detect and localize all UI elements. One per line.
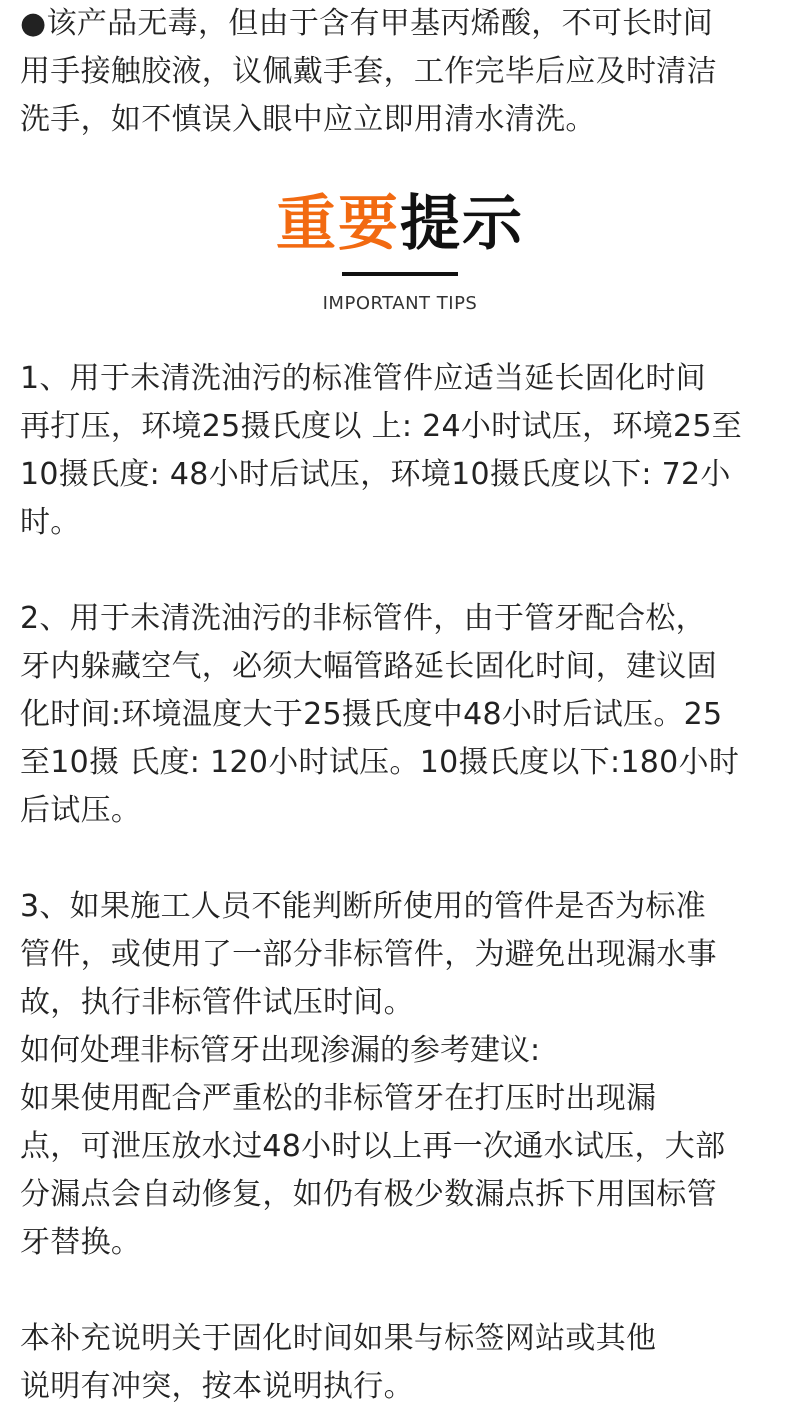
heading-dark-text: 提示 (400, 189, 524, 259)
tip-item-2: 2、用于未清洗油污的非标管件，由于管牙配合松， 牙内躲藏空气，必须大幅管路延长固化时间，建议固 化时间:环境温度大于25摄氏度中48小时后试压。25 至10摄 氏度: 120小时试压。10摄氏度以下:180小时 后试压。 (20, 601, 740, 828)
tip-item-3: 3、如果施工人员不能判断所使用的管件是否为标准 管件，或使用了一部分非标管件，为避免出现漏水事 故，执行非标管件试压时间。 (20, 889, 717, 1020)
suggestion-title: 如何处理非标管牙出现渗漏的参考建议: (20, 1033, 541, 1068)
heading-divider (342, 272, 458, 276)
intro-paragraph: ●该产品无毒，但由于含有甲基丙烯酸，不可长时间 用手接触胶液，议佩戴手套，工作完毕后应及时清洁 洗手，如不慎误入眼中应立即用清水清洗。 (20, 6, 717, 137)
heading-subtitle: IMPORTANT TIPS (322, 293, 478, 314)
suggestion-body: 如果使用配合严重松的非标管牙在打压时出现漏 点，可泄压放水过48小时以上再一次通水试压，大部 分漏点会自动修复，如仍有极少数漏点拆下用国标管 牙替换。 (20, 1081, 726, 1260)
section-heading (0, 186, 800, 262)
tip-item-1: 1、用于未清洗油污的标准管件应适当延长固化时间 再打压，环境25摄氏度以 上: 24小时试压，环境25至 10摄氏度: 48小时后试压，环境10摄氏度以下: 72小 时。 (20, 361, 743, 540)
heading-accent-text: 重要 (276, 189, 400, 259)
supplementary-note: 本补充说明关于固化时间如果与标签网站或其他 说明有冲突，按本说明执行。 (20, 1321, 657, 1404)
